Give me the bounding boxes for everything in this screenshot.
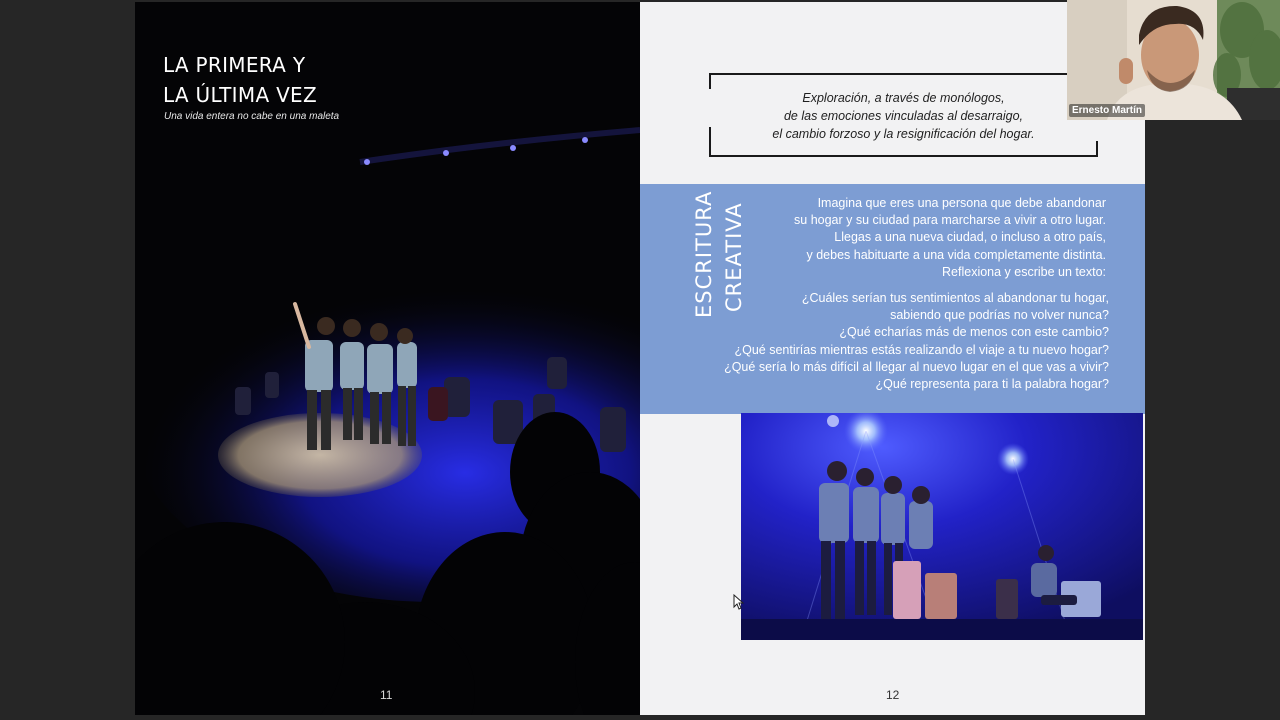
question-line: ¿Qué echarías más de menos con este cambio? [839,325,1109,340]
question-line: sabiendo que podrías no volver nunca? [890,308,1109,323]
quote-line: Exploración, a través de monólogos, [802,91,1005,105]
mouse-cursor-icon [733,594,745,610]
question-line: ¿Qué sería lo más difícil al llegar al nuevo lugar en el que vas a vivir? [724,359,1109,374]
page-11 [135,2,640,715]
title-line-1: LA PRIMERA Y [163,53,306,77]
section-title-line-1: ESCRITURA [692,190,716,318]
page-title [163,50,317,110]
participant-name: Ernesto Martín [1069,104,1145,117]
question-line: ¿Cuáles serían tus sentimientos al abandonar tu hogar, [801,291,1109,305]
webcam-video-tile[interactable] [1067,0,1280,120]
prompt-paragraph [794,195,1106,281]
quote-line: el cambio forzoso y la resignificación del hogar. [772,127,1035,141]
prompt-line: Imagina que eres una persona que debe abandonar [817,196,1106,210]
stage-photo-right [741,413,1143,640]
title-line-2: LA ÚLTIMA VEZ [163,83,317,107]
quote-text [709,89,1098,143]
question-line: ¿Qué representa para ti la palabra hogar? [875,377,1109,392]
prompt-line: Reflexiona y escribe un texto: [942,264,1106,279]
page-number-left: 11 [380,688,393,702]
webcam-video-icon [1067,0,1280,120]
prompt-line: Llegas a una nueva ciudad, o incluso a otro país, [834,230,1106,245]
page-subtitle: Una vida entera no cabe en una maleta [164,111,340,122]
quote-line: de las emociones vinculadas al desarraigo, [783,109,1024,123]
quote-box [709,73,1098,157]
prompt-line: su hogar y su ciudad para marcharse a vivir a otro lugar. [794,213,1106,228]
question-line: ¿Qué sentirías mientras estás realizando el viaje a tu nuevo hogar? [734,342,1109,357]
section-title-line-2: CREATIVA [722,202,746,312]
question-list [724,290,1109,393]
page-number-right: 12 [886,688,900,702]
prompt-line: y debes habituarte a una vida completamente distinta. [806,247,1106,262]
